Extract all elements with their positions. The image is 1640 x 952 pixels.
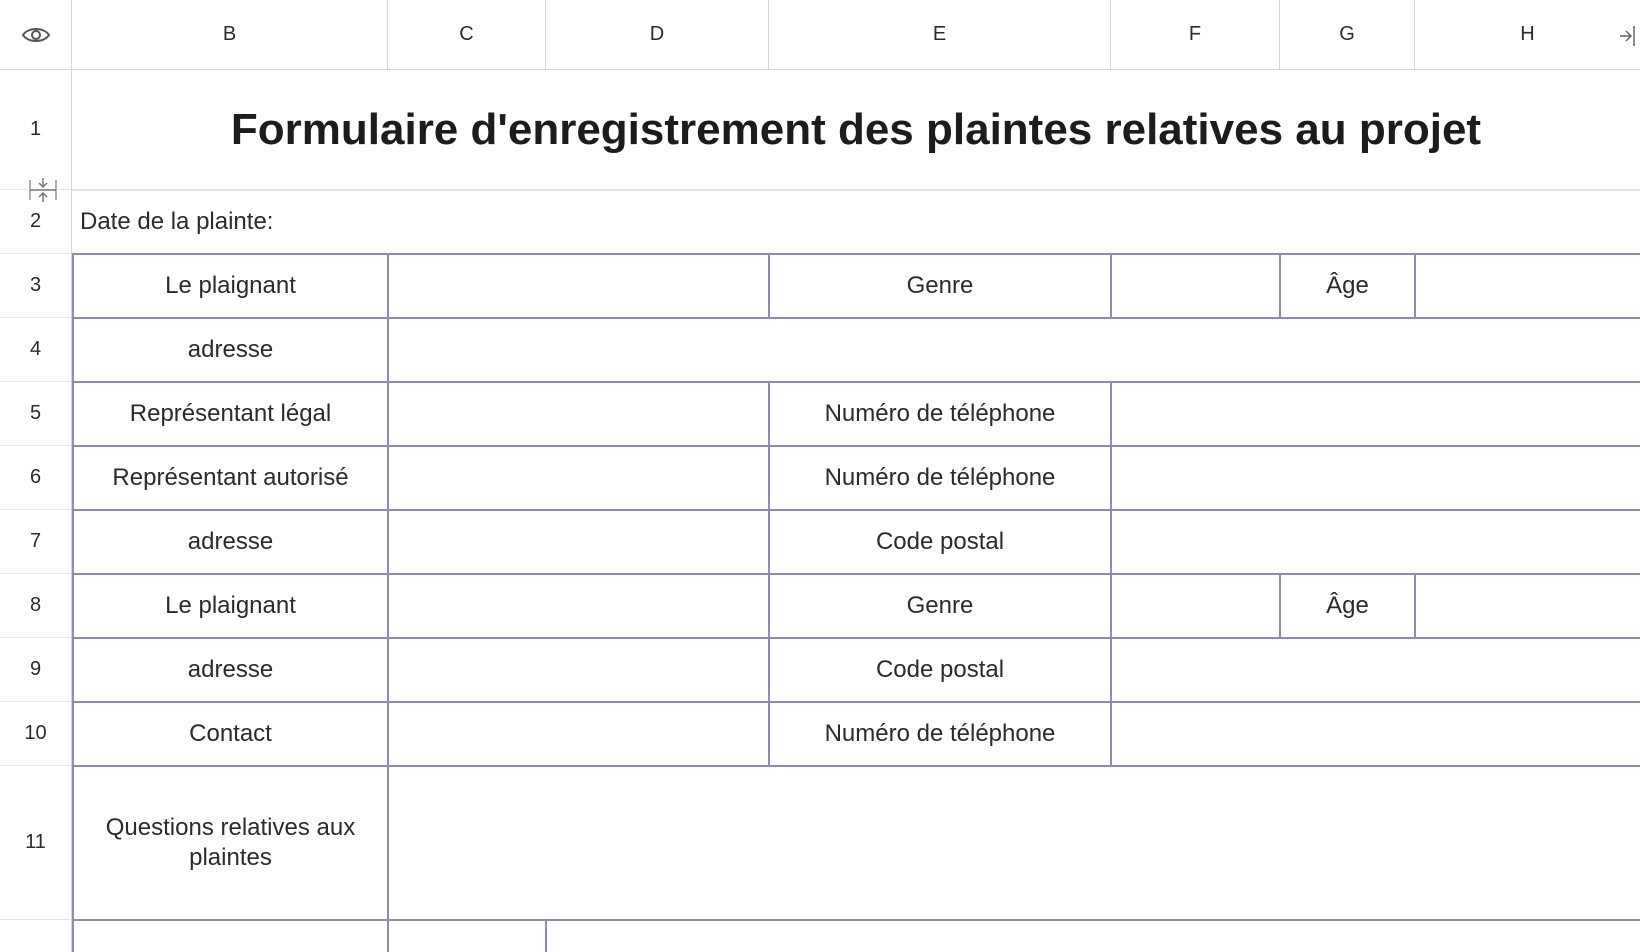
gender-value[interactable] (1112, 575, 1279, 637)
phone-label[interactable]: Numéro de téléphone (824, 400, 1056, 427)
authorized-representative-value[interactable] (389, 447, 768, 509)
contact-label[interactable]: Contact (189, 720, 272, 747)
row-header-4[interactable]: 4 (0, 318, 72, 382)
postal-code-label[interactable]: Code postal (875, 528, 1005, 555)
age-label[interactable]: Âge (1326, 592, 1369, 619)
complaint-date-label[interactable]: Date de la plainte: (80, 208, 274, 235)
phone-value[interactable] (1112, 703, 1640, 765)
complainant-label[interactable]: Le plaignant (165, 592, 296, 619)
gender-value[interactable] (1112, 255, 1279, 317)
row-header-2[interactable]: 2 (0, 190, 72, 254)
postal-code-label[interactable]: Code postal (875, 656, 1005, 683)
row-header-5[interactable]: 5 (0, 382, 72, 446)
complaint-questions-label[interactable]: Questions relatives aux plaintes (105, 814, 356, 871)
row-header-12[interactable] (0, 920, 72, 952)
row-header-1[interactable]: 1 (0, 70, 72, 190)
address-value[interactable] (389, 319, 1640, 381)
expand-panel-icon[interactable] (1618, 24, 1638, 48)
form-title[interactable]: Formulaire d'enregistrement des plaintes relatives au projet (230, 105, 1482, 154)
phone-label[interactable]: Numéro de téléphone (824, 464, 1056, 491)
age-label[interactable]: Âge (1326, 272, 1369, 299)
row-header-6[interactable]: 6 (0, 446, 72, 510)
column-header-d[interactable]: D (546, 0, 769, 70)
column-header-c[interactable]: C (388, 0, 546, 70)
address-value[interactable] (389, 511, 768, 573)
legal-representative-label[interactable]: Représentant légal (129, 400, 332, 427)
gender-label[interactable]: Genre (906, 272, 974, 299)
column-header-h[interactable]: H (1415, 0, 1640, 70)
complainant-value[interactable] (389, 575, 768, 637)
eye-icon[interactable] (0, 0, 72, 70)
phone-value[interactable] (1112, 447, 1640, 509)
complaint-questions-value[interactable] (389, 767, 1640, 919)
legal-representative-value[interactable] (389, 383, 768, 445)
postal-code-value[interactable] (1112, 639, 1640, 701)
row-header-11[interactable]: 11 (0, 766, 72, 920)
address-label[interactable]: adresse (187, 336, 274, 363)
address-label[interactable]: adresse (187, 528, 274, 555)
gender-label[interactable]: Genre (906, 592, 974, 619)
column-header-f[interactable]: F (1111, 0, 1280, 70)
contact-value[interactable] (389, 703, 768, 765)
row-header-8[interactable]: 8 (0, 574, 72, 638)
age-value[interactable] (1416, 255, 1640, 317)
postal-code-value[interactable] (1112, 511, 1640, 573)
column-header-g[interactable]: G (1280, 0, 1415, 70)
freeze-rows-icon[interactable] (28, 176, 58, 204)
row-header-10[interactable]: 10 (0, 702, 72, 766)
row-header-9[interactable]: 9 (0, 638, 72, 702)
age-value[interactable] (1416, 575, 1640, 637)
column-header-e[interactable]: E (769, 0, 1111, 70)
address-value[interactable] (389, 639, 768, 701)
address-label[interactable]: adresse (187, 656, 274, 683)
phone-value[interactable] (1112, 383, 1640, 445)
authorized-representative-label[interactable]: Représentant autorisé (112, 464, 349, 491)
row-header-3[interactable]: 3 (0, 254, 72, 318)
phone-label[interactable]: Numéro de téléphone (824, 720, 1056, 747)
complainant-label[interactable]: Le plaignant (165, 272, 296, 299)
complainant-value[interactable] (389, 255, 768, 317)
row-header-7[interactable]: 7 (0, 510, 72, 574)
column-header-b[interactable]: B (72, 0, 388, 70)
